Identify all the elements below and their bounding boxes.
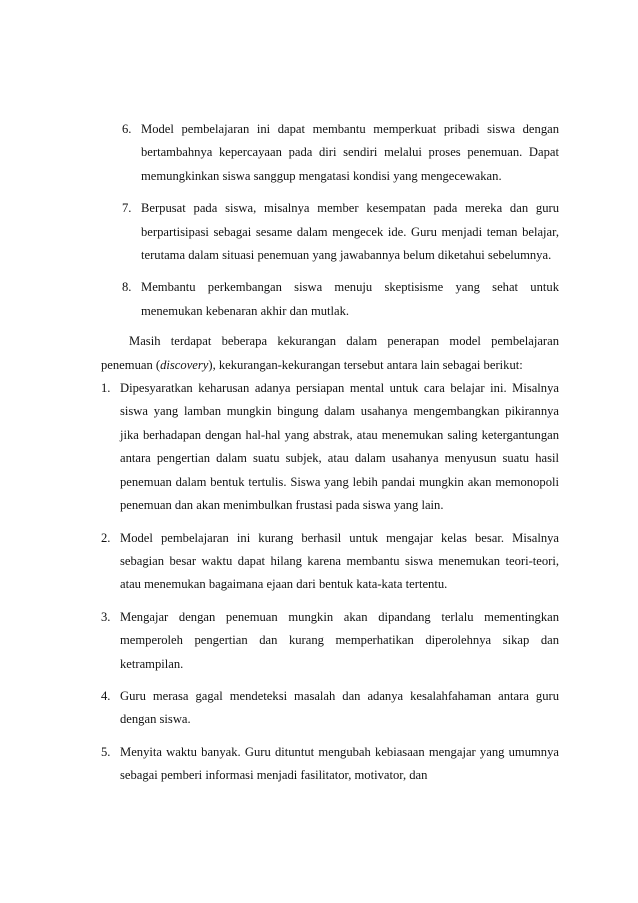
disadvantages-list [101,377,559,788]
list-item-text: Mengajar dengan penemuan mungkin akan dipandang terlalu mementingkan memperoleh pengertian dan kurang memperhatikan diperolehnya sikap dan ketrampilan. [120,609,559,671]
list-item-number: 4. [101,688,111,703]
list-item [101,741,559,788]
list-item-text: Menyita waktu banyak. Guru dituntut mengubah kebiasaan mengajar yang umumnya sebagai pemberi informasi menjadi fasilitator, motivator, dan [120,744,559,783]
list-item [101,685,559,732]
list-item-number: 5. [101,744,111,759]
list-item-number: 2. [101,530,111,545]
list-item-number: 6. [122,122,132,136]
list-item [122,197,559,267]
paragraph-text-after: ), kekurangan-kekurangan tersebut antara lain sebagai berikut: [208,357,523,372]
list-item [101,606,559,676]
list-item-text: Membantu perkembangan siswa menuju skeptisisme yang sehat untuk menemukan kebenaran akhir dan mutlak. [141,280,559,318]
list-item-number: 8. [122,280,132,295]
document-body [101,118,559,797]
list-item [122,276,559,323]
list-item-text: Berpusat pada siswa, misalnya member kesempatan pada mereka dan guru berpartisipasi sebagai sesame dalam mengecek ide. Guru menjadi teman belajar, terutama dalam situasi penemuan yang jawabannya belum diketahui sebelumnya. [141,201,559,263]
list-item [101,527,559,597]
list-item-text: Model pembelajaran ini kurang berhasil untuk mengajar kelas besar. Misalnya sebagian besar waktu dapat hilang karena membantu siswa menemukan teori-teori, atau menemukan bagaimana ejaan dari bentuk kata-kata tertentu. [120,530,559,592]
list-item-text: Model pembelajaran ini dapat membantu memperkuat pribadi siswa dengan bertambahnya kepercayaan pada diri sendiri melalui proses penemuan. Dapat memungkinkan siswa sanggup mengatasi kondisi yang mengecewakan. [141,122,559,183]
paragraph-italic-term: discovery [160,357,209,372]
list-item-number: 7. [122,201,132,216]
intro-paragraph [101,330,559,377]
advantages-list [122,118,559,323]
paragraph-text-before: Masih terdapat beberapa kekurangan dalam penerapan model pembelajaran penemuan ( [101,334,559,372]
list-item [122,118,559,188]
list-item-text: Dipesyaratkan keharusan adanya persiapan mental untuk cara belajar ini. Misalnya siswa yang lamban mungkin bingung dalam usahanya mengembangkan pikirannya jika berhadapan dengan hal-hal yang abstrak, atau menemukan saling ketergantungan antara pengertian dalam suatu subjek, atau dalam usahanya menyusun suatu hasil penemuan dalam bentuk tertulis. Siswa yang lebih pandai mungkin akan memonopoli penemuan dan akan menimbulkan frustasi pada siswa yang lain. [120,381,559,513]
list-item [101,377,559,517]
list-item-number: 3. [101,609,111,624]
list-item-text: Guru merasa gagal mendeteksi masalah dan adanya kesalahfahaman antara guru dengan siswa. [120,688,559,727]
list-item-number: 1. [101,381,111,396]
